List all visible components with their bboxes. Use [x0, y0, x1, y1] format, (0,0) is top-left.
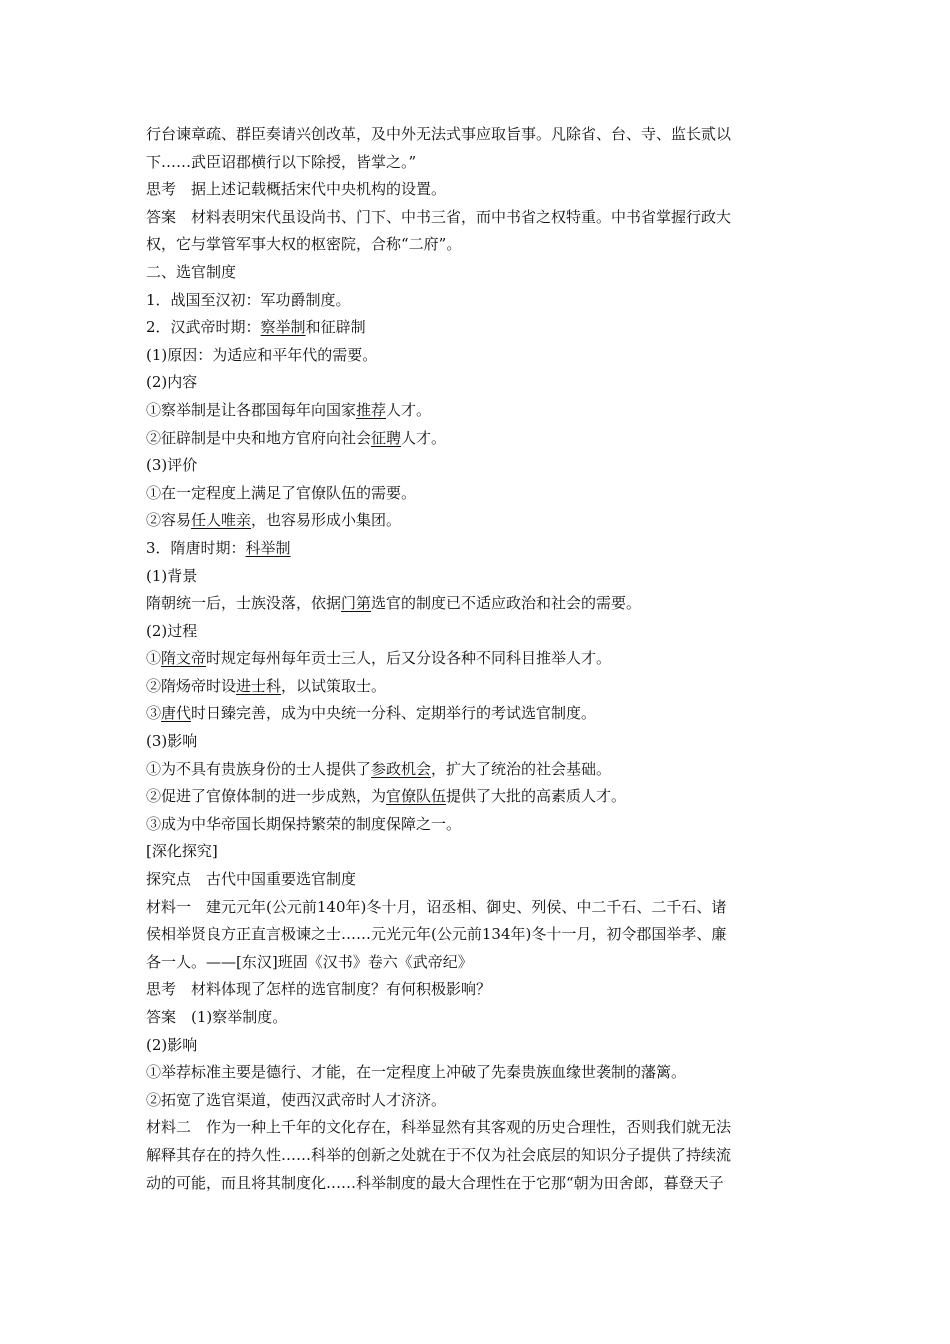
text-segment: 行台谏章疏、群臣奏请兴创改革，及中外无法式事应取旨事。凡除省、台、寺、监长贰以	[146, 125, 732, 143]
text-line	[146, 1170, 814, 1198]
text-line	[146, 369, 814, 397]
text-line	[146, 976, 814, 1004]
text-segment: 答案 材料表明宋代虽设尚书、门下、中书三省，而中书省之权特重。中书省掌握行政大	[146, 207, 732, 226]
text-line	[146, 563, 814, 591]
text-segment: 人才。	[386, 400, 432, 419]
text-line	[146, 425, 814, 453]
underlined-keyword: 科举制	[245, 538, 291, 557]
text-line	[146, 673, 814, 701]
text-segment: 二、选官制度	[146, 262, 237, 281]
text-line	[146, 645, 814, 673]
text-segment: 2．汉武帝时期：	[146, 318, 261, 337]
text-segment: 探究点 古代中国重要选官制度	[146, 870, 357, 889]
text-line	[146, 1004, 814, 1032]
text-line	[146, 397, 814, 425]
text-line	[146, 728, 814, 756]
text-segment: [深化探究]	[146, 842, 218, 861]
text-line	[146, 314, 814, 342]
text-segment: ②容易	[146, 511, 192, 530]
text-segment: 时日臻完善，成为中央统一分科、定期举行的考试选官制度。	[191, 704, 597, 723]
text-segment: ②促进了官僚体制的进一步成熟，为	[146, 787, 387, 806]
text-segment: (1)背景	[146, 566, 198, 585]
text-segment: 解释其存在的持久性……科举的创新之处就在于不仅为社会底层的知识分子提供了持续流	[146, 1145, 732, 1164]
text-segment: ，也容易形成小集团。	[251, 511, 402, 530]
text-segment: 3．隋唐时期：	[146, 538, 246, 557]
text-line	[146, 1059, 814, 1087]
text-line	[146, 1142, 814, 1170]
text-line	[146, 535, 814, 563]
text-segment: ②征辟制是中央和地方官府向社会	[146, 428, 372, 447]
underlined-keyword: 隋文帝	[161, 649, 207, 668]
text-segment: 隋朝统一后，士族没落，依据	[146, 594, 342, 613]
text-line	[146, 176, 814, 204]
text-segment: 权，它与掌管军事大权的枢密院，合称“二府”。	[146, 235, 462, 254]
text-line	[146, 342, 814, 370]
text-line	[146, 480, 814, 508]
text-segment: ②隋炀帝时设	[146, 676, 237, 695]
text-line	[146, 811, 814, 839]
text-line	[146, 700, 814, 728]
text-line	[146, 149, 814, 177]
text-line	[146, 866, 814, 894]
text-line	[146, 507, 814, 535]
underlined-keyword: 参政机会	[371, 759, 432, 778]
text-segment: (2)过程	[146, 621, 198, 640]
text-line	[146, 204, 814, 232]
underlined-keyword: 征聘	[371, 428, 402, 447]
text-segment: 各一人。——[东汉]班固《汉书》卷六《武帝纪》	[146, 952, 473, 971]
text-line	[146, 894, 814, 922]
text-line	[146, 1114, 814, 1142]
text-line	[146, 259, 814, 287]
text-segment: 答案 (1)察举制度。	[146, 1008, 288, 1026]
text-segment: 侯相举贤良方正直言极谏之士……元光元年(公元前134年)冬十一月，初令郡国举孝、廉	[146, 925, 727, 944]
text-line	[146, 921, 814, 949]
text-segment: 时规定每州每年贡士三人，后又分设各种不同科目推举人才。	[206, 649, 612, 668]
text-segment: ①	[146, 649, 162, 668]
text-line	[146, 590, 814, 618]
text-segment: (3)影响	[146, 732, 198, 751]
text-line	[146, 452, 814, 480]
document-page	[146, 121, 814, 1197]
text-line	[146, 949, 814, 977]
text-segment: 材料一 建元元年(公元前140年)冬十月，诏丞相、御史、列侯、中二千石、二千石、诸	[146, 897, 727, 916]
text-segment: ①察举制是让各郡国每年向国家	[146, 400, 357, 419]
text-segment: (1)原因：为适应和平年代的需要。	[146, 345, 378, 364]
text-line	[146, 1087, 814, 1115]
text-segment: 材料二 作为一种上千年的文化存在，科举显然有其客观的历史合理性，否则我们就无法	[146, 1118, 732, 1137]
text-segment: ①在一定程度上满足了官僚队伍的需要。	[146, 483, 417, 502]
text-segment: 思考 据上述记载概括宋代中央机构的设置。	[146, 180, 447, 199]
text-line	[146, 1032, 814, 1060]
text-segment: ，扩大了统治的社会基础。	[431, 759, 612, 778]
underlined-keyword: 察举制	[260, 318, 306, 337]
text-segment: (2)内容	[146, 373, 198, 392]
text-segment: ①举荐标准主要是德行、才能，在一定程度上冲破了先秦贵族血缘世袭制的藩篱。	[146, 1063, 687, 1082]
text-segment: 选官的制度已不适应政治和社会的需要。	[371, 594, 642, 613]
text-segment: ③	[146, 704, 162, 723]
text-segment: 下……武臣诏郡横行以下除授，皆掌之。”	[146, 152, 417, 171]
text-segment: 提供了大批的高素质人才。	[446, 787, 627, 806]
text-segment: ①为不具有贵族身份的士人提供了	[146, 759, 372, 778]
text-line	[146, 231, 814, 259]
text-segment: ②拓宽了选官渠道，使西汉武帝时人才济济。	[146, 1090, 447, 1109]
text-line	[146, 783, 814, 811]
text-segment: 和征辟制	[305, 318, 366, 337]
text-line	[146, 287, 814, 315]
underlined-keyword: 官僚队伍	[386, 787, 447, 806]
text-line	[146, 756, 814, 784]
text-segment: 1．战国至汉初：军功爵制度。	[146, 290, 351, 309]
text-segment: 人才。	[401, 428, 447, 447]
underlined-keyword: 进士科	[236, 676, 282, 695]
text-line	[146, 838, 814, 866]
text-segment: (3)评价	[146, 456, 198, 475]
underlined-keyword: 推荐	[356, 400, 387, 419]
text-line	[146, 618, 814, 646]
underlined-keyword: 任人唯亲	[191, 511, 252, 530]
text-segment: ，以试策取士。	[281, 676, 387, 695]
text-segment: (2)影响	[146, 1035, 198, 1054]
text-segment: 思考 材料体现了怎样的选官制度？有何积极影响？	[146, 980, 492, 999]
underlined-keyword: 门第	[341, 594, 372, 613]
underlined-keyword: 唐代	[161, 704, 192, 723]
text-segment: 动的可能，而且将其制度化……科举制度的最大合理性在于它那“朝为田舍郎，暮登天子	[146, 1173, 724, 1192]
text-line	[146, 121, 814, 149]
text-segment: ③成为中华帝国长期保持繁荣的制度保障之一。	[146, 814, 462, 833]
